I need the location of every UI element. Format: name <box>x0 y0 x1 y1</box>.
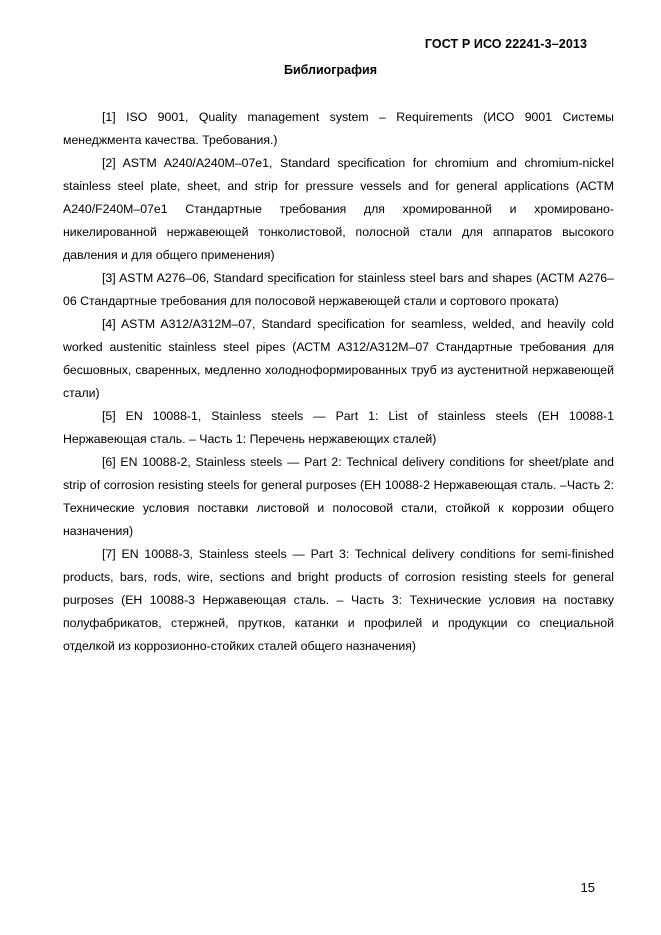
document-code: ГОСТ Р ИСО 22241-3–2013 <box>424 37 587 51</box>
bibliography-entry: [7] EN 10088-3, Stainless steels — Part 3: Technical delivery conditions for semi-finished products, bars, rods, wire, sections and bright products of corrosion resisting steels for general purposes (ЕН 10088-3 Нержавеющая сталь. – Часть 3: Технические условия на поставку полуфабрикатов, стержней, прутков, катанки и профилей и продукции со специальной отделкой из коррозионно-стойких сталей общего назначения) <box>63 547 614 653</box>
bibliography-entry: [1] ISO 9001, Quality management system – Requirements (ИСО 9001 Системы менеджмента качества. Требования.) <box>63 110 614 147</box>
bibliography-entry: [5] EN 10088-1, Stainless steels — Part 1: List of stainless steels (ЕН 10088-1 Нержавеющая сталь. – Часть 1: Перечень нержавеющих сталей) <box>63 409 614 446</box>
section-title: Библиография <box>283 63 378 77</box>
bibliography-entry: [2] ASTM A240/A240M–07e1, Standard specification for chromium and chromium-nickel stainless steel plate, sheet, and strip for pressure vessels and for general applications (АСТМ A240/F240M–07e1 Стандартные требования для хромированной и хромировано-никелированной нержавеющей тонколистовой, полосной стали для аппаратов высокого давления и для общего применения) <box>63 156 614 262</box>
page-number: 15 <box>580 880 595 895</box>
bibliography-entry: [4] ASTM A312/A312M–07, Standard specification for seamless, welded, and heavily cold worked austenitic stainless steel pipes (АСТМ A312/A312M–07 Стандартные требования для бесшовных, сваренных, медленно холоднoформированных труб из аустенитной нержавеющей стали) <box>63 317 614 400</box>
bibliography-entry: [3] ASTM A276–06, Standard specification for stainless steel bars and shapes (АСТМ А276–06 Стандартные требования для полосовой нержавеющей стали и сортового проката) <box>63 271 614 308</box>
bibliography-entry: [6] EN 10088-2, Stainless steels — Part 2: Technical delivery conditions for sheet/plate and strip of corrosion resisting steels for general purposes (ЕН 10088-2 Нержавеющая сталь. –Часть 2: Технические условия поставки листовой и полосовой стали, стойкой к коррозии общего назначения) <box>63 455 614 538</box>
bibliography-list <box>63 106 614 658</box>
